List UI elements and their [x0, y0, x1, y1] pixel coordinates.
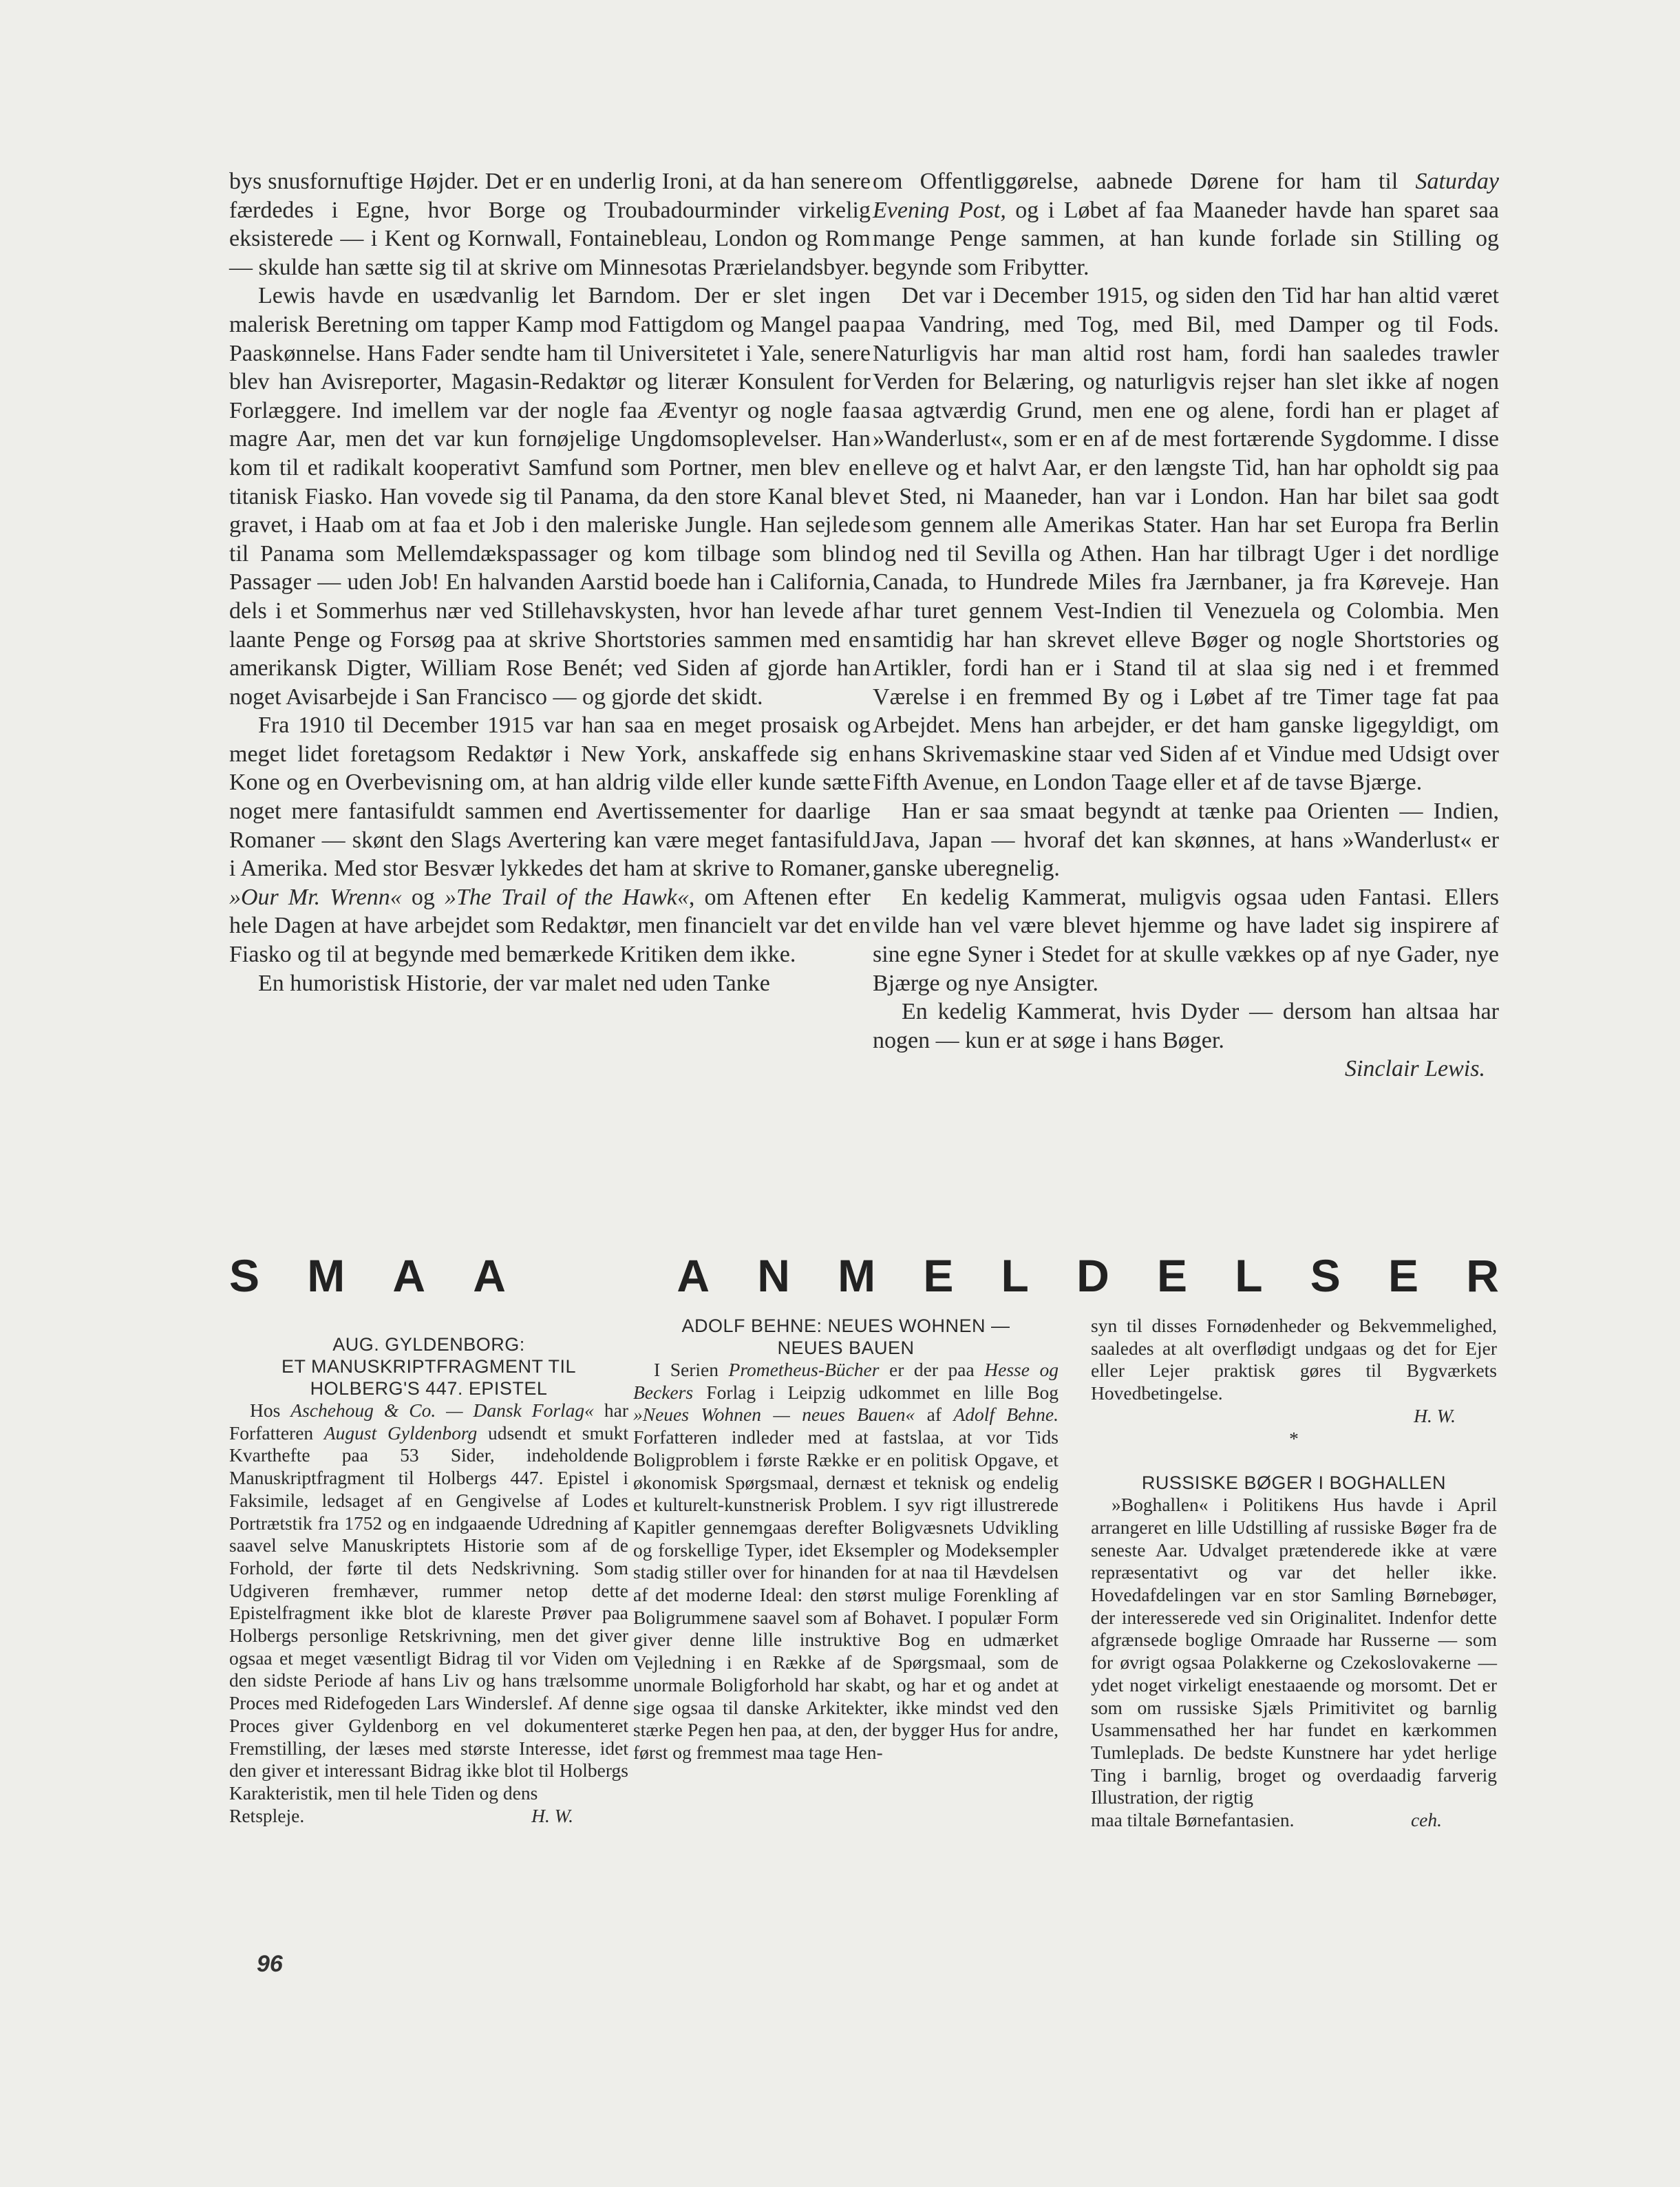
review-body: Hos Aschehoug & Co. — Dansk Forlag« har Forfatteren August Gyldenborg udsendt et smukt Kvarthefte paa 53 Sider, indeholdende Manuskriptfragment til Holbergs 447. Epistel i Faksimile, ledsaget af en Gengivelse af Lodes Portrætstik fra 1752 og en indgaaende Udredning af saavel selve Manuskriptets Historie som af de Forhold, der førte til dets Nedskrivning. Som Udgiveren fremhæver, rummer netop dette Epistelfragment ikke blot de klareste Prøver paa Holbergs personlige Retskrivning, men det giver ogsaa et meget væsentligt Bidrag til vor Viden om den sidste Periode af hans Liv og hans trælsomme Proces med Ridefogeden Lars Winderslef. Af denne Proces giver Gyldenborg en vel dokumenteret Fremstilling, der læses med største Interesse, idet den giver et interessant Bidrag ikke blot til Holbergs Karakteristik, men til hele Tiden og dens: [229, 1399, 628, 1804]
heading-letter: L: [1235, 1250, 1263, 1301]
heading-letter: M: [307, 1250, 345, 1301]
review-title: RUSSISKE BØGER I BOGHALLEN: [1141, 1472, 1447, 1494]
magazine-title: Saturday Evening Post,: [873, 169, 1499, 223]
article-paragraph: En humoristisk Historie, der var malet ned uden Tanke: [258, 970, 770, 996]
page-number: 96: [257, 1951, 283, 1977]
heading-letter: N: [757, 1250, 790, 1301]
heading-letter: S: [229, 1250, 260, 1301]
book-title: »The Trail of the Hawk«: [444, 884, 689, 910]
article-column-right: [873, 167, 1499, 1084]
article-column-left: [229, 167, 871, 997]
section-heading: [229, 1250, 1499, 1301]
review-initials: H. W.: [1414, 1404, 1456, 1426]
review-behne: [633, 1315, 1059, 1764]
article-paragraph: En kedelig Kammerat, hvis Dyder — dersom han altsaa har nogen — kun er at søge i hans Bøger.: [873, 999, 1499, 1053]
heading-letter: A: [677, 1250, 710, 1301]
heading-gap: [553, 1253, 629, 1298]
review-closing: maa tiltale Børnefantasien. ceh.: [1091, 1809, 1497, 1832]
article-paragraph: Fra 1910 til December 1915 var han saa en meget prosaisk og meget lidet foretagsom Redaktør i New York, anskaffede sig en Kone og en Overbevisning om, at han aldrig vilde eller kunde sætte noget mere fantasifuldt sammen end Avertissementer for daarlige Romaner — skønt den Slags Avertering kan være meget fantasifuld i Amerika. Med stor Besvær lykkedes det ham at skrive to Romaner, »Our Mr. Wrenn« og »The Trail of the Hawk«, om Aftenen efter hele Dagen at have arbejdet som Redaktør, men financielt var det en Fiasko og til at begynde med bemærkede Kritiken dem ikke.: [229, 712, 871, 968]
review-initials: ceh.: [1410, 1809, 1442, 1831]
article-paragraph: om Offentliggørelse, aabnede Dørene for ham til Saturday Evening Post, og i Løbet af faa Maaneder havde han sparet saa mange Penge sammen, at han kunde forlade sin Stilling og begynde som Fribytter.: [873, 169, 1500, 280]
review-title: AUG. GYLDENBORG: ET MANUSKRIPTFRAGMENT TIL HOLBERG'S 447. EPISTEL: [281, 1334, 577, 1399]
heading-letter: R: [1466, 1250, 1499, 1301]
review-title: ADOLF BEHNE: NEUES WOHNEN — NEUES BAUEN: [681, 1316, 1010, 1358]
heading-letter: A: [392, 1250, 426, 1301]
heading-letter: E: [923, 1250, 954, 1301]
review-body: »Boghallen« i Politikens Hus havde i April arrangeret en lille Udstilling af russiske Bøger fra de seneste Aar. Udvalget prætenderede ikke at være repræsentativt og var det heller ikke. Hovedafdelingen var en stor Samling Børnebøger, der interesserede ved sin Originalitet. Indenfor dette afgrænsede boglige Omraade har Russerne — som for øvrigt ogsaa Polakkerne og Czekoslovakerne — ydet noget virkeligt enestaaende og morsomt. Det er som om russiske Sjæls Primitivitet og barnlig Usammensathed her har fundet en kærkommen Tumleplads. De bedste Kunstnere har ydet herlige Ting i barnlig, broget og overdaadig farverig Illustration, der rigtig: [1091, 1494, 1497, 1808]
review-column-right: [1091, 1315, 1497, 1832]
heading-letter: D: [1076, 1250, 1109, 1301]
heading-letter: L: [1001, 1250, 1029, 1301]
separator-star: *: [1289, 1427, 1299, 1449]
review-body: I Serien Prometheus-Bücher er der paa Hesse og Beckers Forlag i Leipzig udkommet en lille Bog »Neues Wohnen — neues Bauen« af Adolf Behne. Forfatteren indleder med at fastslaa, at vor Tids Boligproblem i første Række er en politisk Opgave, et økonomisk Spørgsmaal, dernæst et teknisk og endelig et kulturelt-kunstnerisk Problem. I syv rigt illustrerede Kapitler gennemgaas derefter Boligvæsnets Udvikling og forskellige Typer, idet Eksempler og Modeksempler stadig stiller over for hinanden for at naa til Hævdelsen af det moderne Ideal: den størst mulige Forenkling af Boligrummene saavel som af Bohavet. I populær Form giver denne lille instruktive Bog en udmærket Vejledning i en Række af de Spørgsmaal, som de unormale Boligforhold har skabt, og har et og andet at sige ogsaa til danske Arkitekter, ikke mindst ved den stærke Pegen hen paa, at den, der bygger Hus for andre, først og fremmest maa tage Hen-: [633, 1359, 1059, 1763]
heading-letter: E: [1387, 1250, 1418, 1301]
article-paragraph: Det var i December 1915, og siden den Tid har han altid været paa Vandring, med Tog, med Bil, med Damper og til Fods. Naturligvis har man altid rost ham, fordi han saaledes trawler Verden for Belæring, og naturligvis rejser han slet ikke af nogen saa agtværdig Grund, men ene og alene, fordi han er plaget af »Wanderlust«, som er en af de mest fortærende Sygdomme. I disse elleve og et halvt Aar, er den længste Tid, han har opholdt sig paa et Sted, ni Maaneder, han var i London. Han har bilet saa godt som gennem alle Amerikas Stater. Han har set Europa fra Berlin og ned til Sevilla og Athen. Han har tilbragt Uger i det nordlige Canada, to Hundrede Miles fra Jærnbaner, ja fra Køreveje. Han har turet gennem Vest-Indien til Venezuela og Colombia. Men samtidig har han skrevet elleve Bøger og nogle Shortstories og Artikler, fordi han er i Stand til at slaa sig ned i et fremmed Værelse i en fremmed By og i Løbet af tre Timer tage fat paa Arbejdet. Mens han arbejder, er det ham ganske ligegyldigt, om hans Skrivemaskine staar ved Siden af et Vindue med Udsigt over Fifth Avenue, en London Taage eller et af de tavse Bjærge.: [873, 283, 1499, 796]
review-closing: Retspleje. H. W.: [229, 1805, 628, 1828]
review-gyldenborg: [229, 1333, 628, 1827]
article-paragraph: En kedelig Kammerat, muligvis ogsaa uden Fantasi. Ellers vilde han vel være blevet hjemme og have ladet sig inspirere af sine egne Syner i Stedet for at skulle vækkes op af nye Gader, nye Bjærge og nye Ansigter.: [873, 884, 1499, 996]
spacer: [1091, 1450, 1497, 1472]
heading-letter: E: [1156, 1250, 1187, 1301]
article-paragraph: Han er saa smaat begyndt at tænke paa Orienten — Indien, Java, Japan — hvoraf det kan skønnes, at hans »Wanderlust« er ganske uberegnelig.: [873, 799, 1499, 882]
heading-letter: S: [1310, 1250, 1341, 1301]
heading-letter: M: [838, 1250, 876, 1301]
article-paragraph: bys snusfornuftige Højder. Det er en underlig Ironi, at da han senere færdedes i Egne, hvor Borge og Troubadourminder virkelig eksisterede — i Kent og Kornwall, Fontainebleau, London og Rom — skulde han sætte sig til at skrive om Minnesotas Prærielandsbyer.: [229, 169, 871, 280]
heading-letter: A: [473, 1250, 506, 1301]
article-paragraph: Lewis havde en usædvanlig let Barndom. Der er slet ingen malerisk Beretning om tapper Kamp mod Fattigdom og Mangel paa Paaskønnelse. Hans Fader sendte ham til Universitetet i Yale, senere blev han Avisreporter, Magasin-Redaktør og literær Konsulent for Forlæggere. Ind imellem var der nogle faa Æventyr og nogle faa magre Aar, men det var kun fornøjelige Ungdomsoplevelser. Han kom til et radikalt kooperativt Samfund som Portner, men blev en titanisk Fiasko. Han vovede sig til Panama, da den store Kanal blev gravet, i Haab om at faa et Job i den maleriske Jungle. Han sejlede til Panama som Mellemdækspassager og kom tilbage som blind Passager — uden Job! En halvanden Aarstid boede han i California, dels i et Sommerhus nær ved Stillehavskysten, hvor han levede af laante Penge og Forsøg paa at skrive Shortstories sammen med en amerikansk Digter, William Rose Benét; ved Siden af gjorde han noget Avisarbejde i San Francisco — og gjorde det skidt.: [229, 283, 871, 710]
review-body-continued: syn til disses Fornødenheder og Bekvemmelighed, saaledes at alt overflødigt undgaas og det for Ejer eller Lejer praktisk gøres til Bygværkets Hovedbetingelse.: [1091, 1315, 1497, 1404]
book-title: »Our Mr. Wrenn«: [229, 884, 402, 910]
review-initials: H. W.: [531, 1804, 573, 1826]
signature: Sinclair Lewis.: [1344, 1056, 1485, 1082]
